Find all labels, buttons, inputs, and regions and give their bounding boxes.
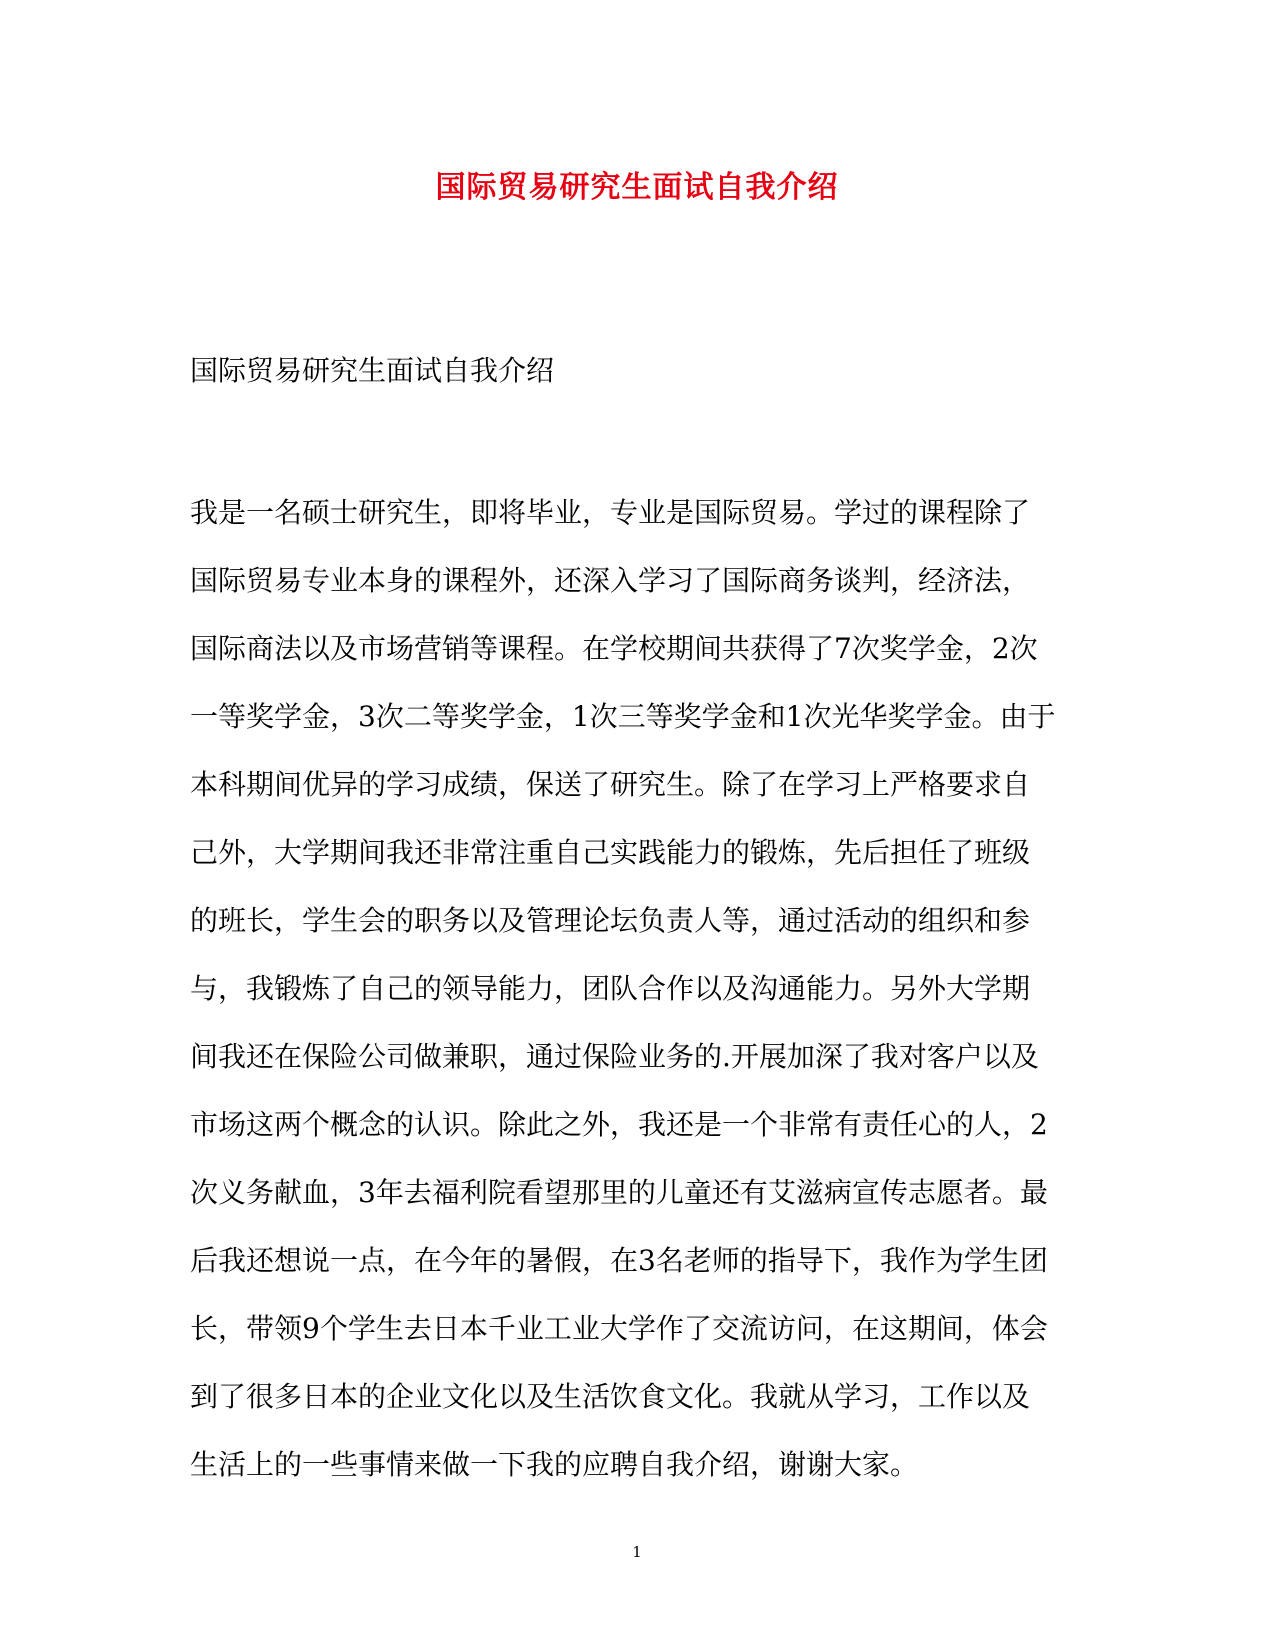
section-heading: 国际贸易研究生面试自我介绍 — [190, 354, 555, 387]
body-line: 生活上的一些事情来做一下我的应聘自我介绍，谢谢大家。 — [190, 1448, 919, 1481]
body-line: 国际商法以及市场营销等课程。在学校期间共获得了7次奖学金，2次 — [190, 632, 1038, 665]
body-line: 间我还在保险公司做兼职，通过保险业务的.开展加深了我对客户以及 — [190, 1040, 1039, 1073]
body-line: 与，我锻炼了自己的领导能力，团队合作以及沟通能力。另外大学期 — [190, 972, 1031, 1005]
body-line: 国际贸易专业本身的课程外，还深入学习了国际商务谈判，经济法， — [190, 564, 1031, 597]
body-line: 到了很多日本的企业文化以及生活饮食文化。我就从学习，工作以及 — [190, 1380, 1031, 1413]
body-line: 长，带领9个学生去日本千业工业大学作了交流访问，在这期间，体会 — [190, 1312, 1048, 1345]
body-line: 市场这两个概念的认识。除此之外，我还是一个非常有责任心的人，2 — [190, 1108, 1048, 1141]
body-line: 次义务献血，3年去福利院看望那里的儿童还有艾滋病宣传志愿者。最 — [190, 1176, 1048, 1209]
document-title: 国际贸易研究生面试自我介绍 — [435, 170, 839, 205]
body-line: 后我还想说一点，在今年的暑假，在3名老师的指导下，我作为学生团 — [190, 1244, 1048, 1277]
body-paragraph — [190, 479, 1090, 1499]
body-line: 一等奖学金，3次二等奖学金，1次三等奖学金和1次光华奖学金。由于 — [190, 700, 1056, 733]
page-number: 1 — [632, 1543, 642, 1561]
body-line: 本科期间优异的学习成绩，保送了研究生。除了在学习上严格要求自 — [190, 768, 1031, 801]
body-line: 的班长，学生会的职务以及管理论坛负责人等，通过活动的组织和参 — [190, 904, 1031, 937]
body-line: 我是一名硕士研究生，即将毕业，专业是国际贸易。学过的课程除了 — [190, 496, 1031, 529]
body-line: 己外，大学期间我还非常注重自己实践能力的锻炼，先后担任了班级 — [190, 836, 1031, 869]
